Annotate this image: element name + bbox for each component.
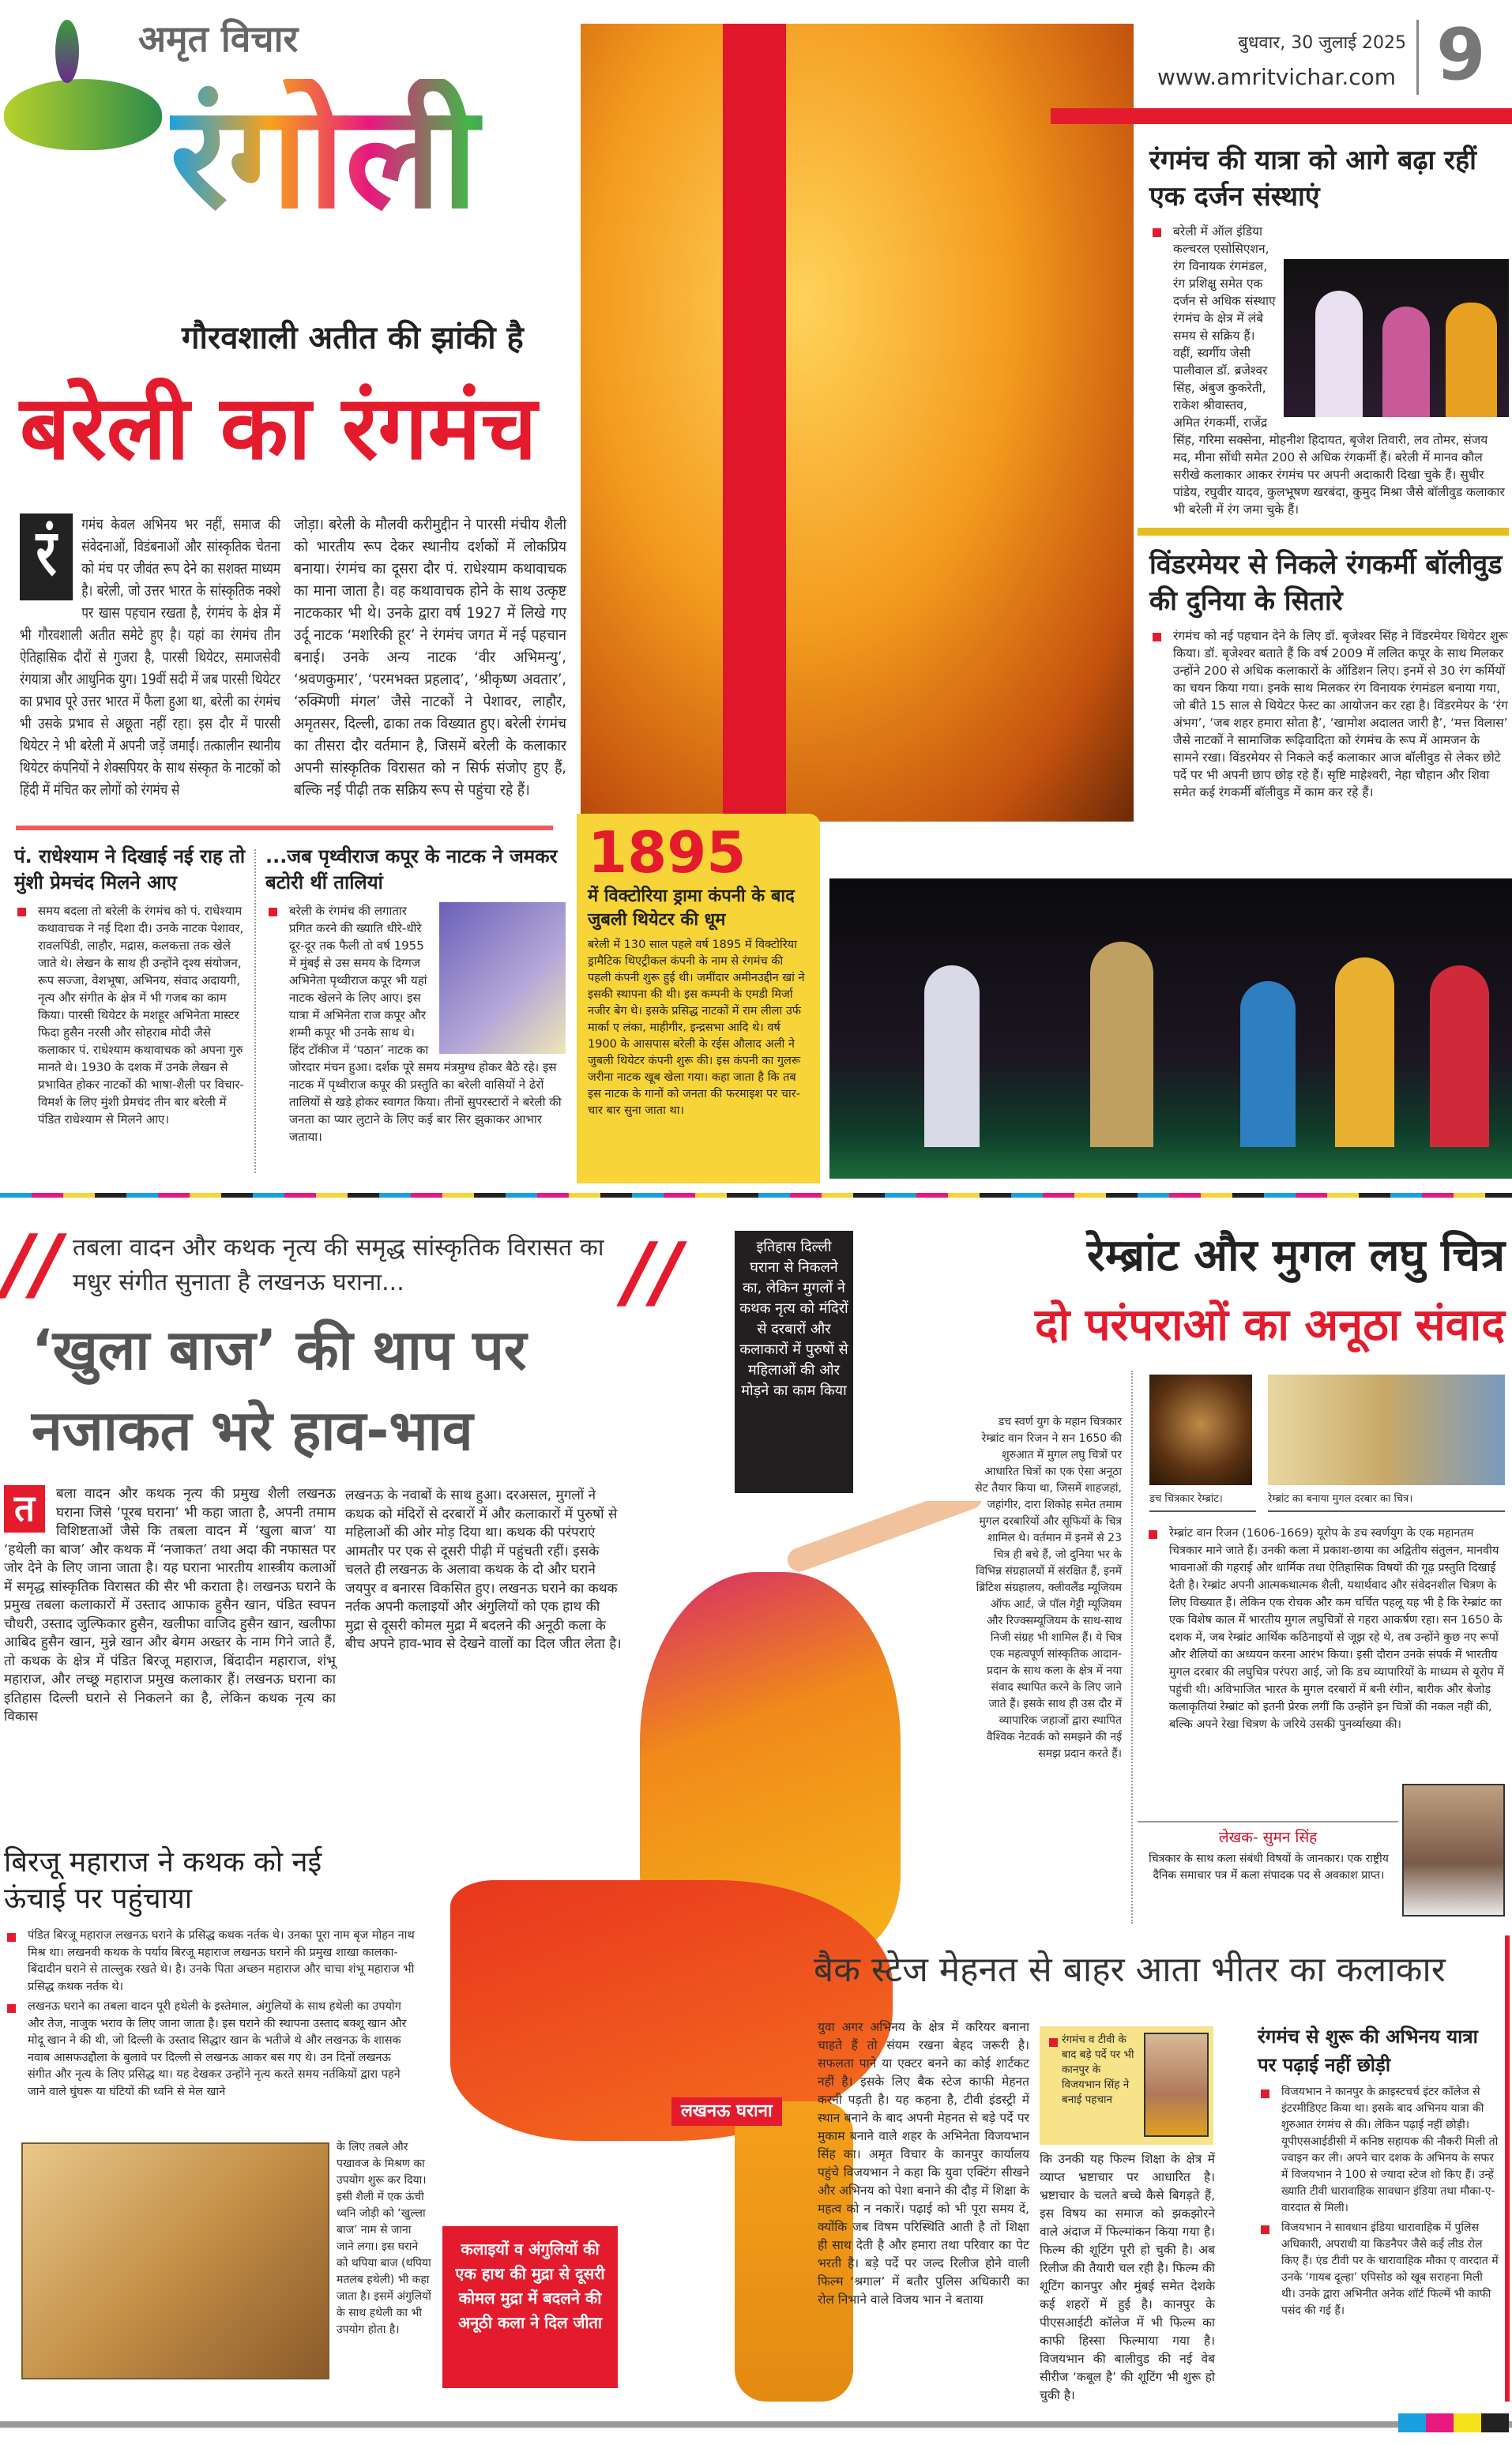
- image-label: लखनऊ घराना: [671, 2097, 782, 2126]
- feather-icon: [55, 20, 79, 83]
- highlight-text: रंगमंच व टीवी के बाद बड़े पर्दे पर भी कानपुर के विजयभान सिंह ने बनाई पहचान: [1046, 2033, 1141, 2108]
- lucknow-quote: तबला वादन और कथक नृत्य की समृद्ध सांस्कृतिक विरासत का मधुर संगीत सुनाता है लखनऊ घराना...: [73, 1234, 604, 1296]
- dotted-divider: [254, 849, 256, 1173]
- rembrandt-mughal-painting: [1268, 1375, 1505, 1485]
- page-number: 9: [1436, 13, 1486, 96]
- actor: [924, 965, 980, 1147]
- red-cloth: [723, 24, 786, 822]
- rembrandt-title-line-2: दो परंपराओं का अनूठा संवाद: [1034, 1300, 1505, 1351]
- backstage-col-1: युवा अगर अभिनय के क्षेत्र में करियर बनाना चाहते हैं तो संयम रखना बेहद जरूरी है। सफलता पाने या एक्टर बनने का कोई शार्टकट नहीं है। इसके लिए बैक स्टेज काफी मेहनत करनी पड़ती है। यह कहना है, टीवी इंडस्ट्री में स्थान बनाने के बाद अपनी मेहनत से बड़े पर्दे पर मुकाम बनाने वाले शहर के अभिनेता विजयभान सिंह का। अमृत विचार के कानपुर कार्यालय पहुंचे विजयभान ने कहा कि युवा एक्टिंग सीखने और अभिनय को पेशा बनाने की दौड़ में शिक्षा के महत्व को न नकारें। पढ़ाई को भी पूरा समय दें, क्योंकि जब विषम परिस्थिति आती है तो शिक्षा ही साथ देती है और हमारा तथा परिवार का पेट भरती है। बड़े पर्दे पर जल्द रिलीज होने वाली फिल्म ‘श्रगाल’ में बतौर पुलिस अधिकारी का रोल निभाने वाले विजय भान ने बताया: [818, 2020, 1029, 2307]
- red-rule: [1051, 108, 1512, 124]
- birju-bullet-1: पंडित बिरजू महाराज लखनऊ घराने के प्रसिद्ध कथक नर्तक थे। उनका पूरा नाम बृज मोहन नाथ मिश्र था। लखनवी कथक के पर्याय बिरजू महाराज लखनऊ घराने की प्रमुख शाखा कालका-बिंदादीन घराने से ताल्लुक रखते थे। है। उनके पिता अच्छन महाराज और चाचा शंभू महाराज भी प्रसिद्ध कथक नर्तक थे।: [4, 1928, 415, 1995]
- actor: [1240, 981, 1296, 1147]
- author-bio: चित्रकार के साथ कला संबंधी विषयों के जानकार। एक राष्ट्रीय दैनिक समाचार पत्र में कला संपादक पद से अवकाश प्राप्त।: [1149, 1853, 1389, 1882]
- windermere-text: रंगमंच को नई पहचान देने के लिए डॉ. बृजेश्वर सिंह ने विंडरमेयर थियेटर शुरू किया। डॉ. बृजेश्वर बताते हैं कि वर्ष 2009 में ललित कपूर के साथ मिलकर उन्होंने 200 से अधिक कलाकारों के ऑडिशन लिए। इनमें से 30 रंग कर्मियों का चयन किया गया। इनके साथ मिलकर रंग विनायक रंगमंडल बनाया गया, जो बीते 15 साल से थियेटर फेस्ट का आयोजन कर रहा है। विंडरमेयर के ‘रंग अंभग’, ‘जब शहर हमारा सोता है’, ‘खामोश अदालत जारी है’, ‘मत्त विलास’ जैसे नाटकों ने सामाजिक रूढ़िवादिता को रंगमंच के रूप में आमजन के सामने रखा। विंडरमेयर से निकले कई कलाकार आज बॉलीवुड से लेकर छोटे पर्दे पर भी अपनी छाप छोड़ रहे हैं। सृष्टि माहेश्वरी, नेहा चौहान और शिवा समेत कई रंगकर्मी बॉलीवुड में काम कर रहे हैं।: [1149, 627, 1509, 801]
- caption-painting: रेम्ब्रांट का बनाया मुगल दरबार का चित्र।: [1268, 1491, 1505, 1512]
- side-title: रंगमंच से शुरू की अभिनय यात्रा पर पढ़ाई नहीं छोड़ी: [1258, 2026, 1478, 2076]
- rembrandt-text: रेम्ब्रांट वान रिजन (1606-1669) यूरोप के डच स्वर्णयुग के एक महानतम चित्रकार माने जाते हैं। उनकी कला में प्रकाश-छाया का अद्वितीय संतुलन, मानवीय भावनाओं की गहराई और धार्मिक तथा ऐतिहासिक विषयों की गूढ़ प्रस्तुति दिखाई देती है। रेम्ब्रांट अपनी आत्मकथात्मक शैली, यथार्थवाद और संवेदनशील चित्रण के लिए विख्यात हैं। लेकिन एक रोचक और कम चर्चित पहलू यह भी है कि रेम्ब्रांट का एक विशेष काल में भारतीय मुगल लघुचित्रों से गहरा आकर्षण रहा। सन 1650 के दशक में, जब रेम्ब्रांट आर्थिक कठिनाइयों से जूझ रहे थे, तब उन्होंने कुछ नए रूपों और शैलियों का अध्ययन करना आरंभ किया। इसी दौरान उनके संपर्क में भारतीय मुगल दरबार की लघुचित्र परंपरा आई, जो कि डच व्यापारियों के माध्यम से यूरोप में पहुंची थी। अविभाजित भारत के मुगल दरबारों में बनी रंगीन, बारीक और बेजोड़ कलाकृतियां रेम्ब्रांट को इतनी प्रेरक लगीं कि उन्होंने इन चित्रों की नकल नहीं की, बल्कि अपने रेखा चित्रण के जरिये उसकी पुनर्व्याख्या की।: [1145, 1525, 1507, 1733]
- birju-bullets: [4, 1928, 415, 2101]
- website-link[interactable]: www.amritvichar.com: [1157, 64, 1397, 90]
- year-box-title: में विक्टोरिया ड्रामा कंपनी के बाद जुबली थियेटर की धूम: [588, 886, 795, 930]
- lucknow-title-line-1: ‘खुला बाज’ की थाप पर: [32, 1318, 527, 1382]
- actor: [1090, 942, 1153, 1147]
- author-name: लेखक- सुमन सिंह: [1218, 1829, 1318, 1846]
- rembrandt-title-line-1: रेम्ब्रांट और मुगल लघु चित्र: [1086, 1230, 1505, 1281]
- drop-cap: रं: [20, 513, 73, 600]
- actor: [1335, 957, 1394, 1147]
- institutions-text: [1149, 223, 1509, 518]
- quote-mark-icon: //: [4, 1217, 62, 1310]
- backstage-title: बैक स्टेज मेहनत से बाहर आता भीतर का कलाकार: [814, 1950, 1446, 1990]
- lead-title: बरेली का रंगमंच: [20, 377, 537, 480]
- rembrandt-portrait: [1149, 1375, 1252, 1485]
- lucknow-text-2: लखनऊ के नवाबों के साथ हुआ। दरअसल, मुगलों ने कथक को मंदिरों से दरबारों में और कलाकारों में पुरुषों से महिलाओं की ओर मोड़ दिया था। कथक की परंपराएं आमतौर पर एक से दूसरी पीढ़ी में पहुंचती रहीं। इसके चलते ही लखनऊ के अलावा कथक के दो और घराने जयपुर व बनारस विकसित हुए। लखनऊ घराने का कथक नर्तक अपनी कलाइयों और अंगुलियों को एक हाथ की मुद्रा से दूसरी कोमल मुद्रा में बदलने की अनूठी कला के बीच अपने हाव-भाव से देखने वालों का दिल जीत लेता है।: [345, 1488, 622, 1652]
- dotted-divider: [1131, 1371, 1133, 1924]
- stage-play-photo: [829, 878, 1512, 1179]
- caption-portrait: डच चित्रकार रेम्ब्रांट।: [1149, 1491, 1256, 1512]
- right-column-top: [1149, 142, 1509, 801]
- year-number: 1895: [588, 819, 747, 886]
- red-rule: [16, 826, 553, 830]
- drop-cap: त: [4, 1485, 45, 1533]
- lead-theatre-photo: [581, 24, 1134, 822]
- mask-logo-icon: [4, 79, 162, 150]
- author-rule: [1138, 1821, 1398, 1822]
- actor: [1446, 303, 1497, 417]
- windermere-title: विंडरमेयर से निकले रंगकर्मी बॉलीवुड की दुनिया के सितारे: [1149, 549, 1503, 617]
- issue-date: बुधवार, 30 जुलाई 2025: [1238, 33, 1406, 53]
- paper-name: अमृत विचार: [138, 17, 299, 60]
- radheshyam-story: [14, 844, 248, 1128]
- radheshyam-text: समय बदला तो बरेली के रंगमंच को पं. राधेश्याम कथावाचक ने नई दिशा दी। उनके नाटक पेशावर, रावलपिंडी, लाहौर, मद्रास, कलकत्ता तक खेले जाते थे। लेखन के साथ ही उन्होंने दृश्य संयोजन, रूप सज्जा, वेशभूषा, अभिनय, संवाद अदायगी, नृत्य और संगीत के क्षेत्र में भी गजब का काम किया। पारसी थियेटर के मशहूर अभिनेता मास्टर फिदा हुसैन नरसी और सोहराब मोदी जैसे कलाकार पं. राधेश्याम कथावाचक को अपना गुरु मानते थे। 1930 के दशक में उनके लेखन से प्रभावित होकर नाटकों की भाषा-शैली पर विचार-विमर्श के लिए मुंशी प्रेमचंद तीन बार बरेली में पंडित राधेश्याम से मिलने आए।: [14, 902, 248, 1128]
- prithviraj-body: बरेली के रंगमंच की लगातार प्रगित करने की ख्याति धीरे-धीरे दूर-दूर तक फैली तो वर्ष 1955 में मुंबई से उस समय के दिग्गज अभिनेता पृथ्वीराज कपूर भी यहां नाटक खेलने के लिए आए। इस यात्रा में अभिनेता राज कपूर और शम्मी कपूर भी उनके साथ थे। हिंद टॉकीज में ‘पठान’ नाटक का जोरदार मंचन हुआ। दर्शक पूरे समय मंत्रमुग्ध होकर बैठे रहे। इस नाटक में पृथ्वीराज कपूर की प्रस्तुति का बरेली वासियों ने ढेरों तालियों से खड़े होकर स्वागत किया। तीनों सुपरस्टारों ने बरेली की जनता का प्यार लुटाने के लिए कई बार सिर झुकाकर आभार जताया।: [289, 904, 562, 1144]
- year-box-text: बरेली में 130 साल पहले वर्ष 1895 में विक्टोरिया ड्रामैटिक थिएट्रीकल कंपनी के नाम से रंगमंच की पहली कंपनी शुरू हुई थी। जमींदार अमीनउद्दीन खां ने इसकी स्थापना की थी। इस कम्पनी के एमडी मिर्जा नजीर बेग थे। इसके प्रसिद्ध नाटकों में राम लीला उर्फ मार्का ए लंका, माहीगीर, इन्द्रसभा आदि थे। वर्ष 1900 के आसपास बरेली के रईस औलाद अली ने जुबली थियेटर कंपनी शुरू की। इस कंपनी का गुलरू जरीना नाटक खूब खेला गया। कहा जाता है कि तब इस नाटक के गानों को जनता की फरमाइश पर चार-चार बार सुना जाता था।: [588, 939, 805, 1117]
- actor: [1315, 291, 1363, 417]
- divider: [1416, 20, 1419, 95]
- section-divider: [0, 1193, 1512, 1198]
- actor: [1430, 965, 1489, 1147]
- dancer-arm: [784, 1501, 986, 1575]
- section-title: रंगोली: [170, 79, 569, 237]
- birju-continuation: के लिए तबले और पखावज के मिश्रण का उपयोग शुरू कर दिया। इसी शैली में एक ऊंची ध्वनि जोड़ी को ‘खुल्ला बाज’ नाम से जाना जाने लगा। इस घराने को थपिया बाज (थपिया मतलब हथेली) भी कहा जाता है। इसमें अंगुलियों के साथ हथेली का भी उपयोग होता है।: [337, 2141, 431, 2336]
- red-vertical-rule: [1505, 1935, 1510, 2402]
- radheshyam-title: पं. राधेश्याम ने दिखाई नई राह तो मुंशी प्रेमचंद मिलने आए: [14, 845, 246, 893]
- side-bullets: [1258, 2084, 1499, 2319]
- mughal-court-painting: [21, 2142, 329, 2379]
- prithviraj-story: [265, 844, 566, 1145]
- history-box: इतिहास दिल्ली घराना से निकलने का, लेकिन मुगलों ने कथक नृत्य को मंदिरों से दरबारों और कलाकारों में पुरुषों से महिलाओं की ओर मोड़ने का काम किया: [735, 1231, 853, 1493]
- lucknow-title-line-2: नजाकत भरे हाव-भाव: [32, 1398, 473, 1463]
- rembrandt-intro: डच स्वर्ण युग के महान चित्रकार रेम्ब्रांट वान रिजन ने सन 1650 की शुरुआत में मुगल लघु चित्रों पर आधारित चित्रों का एक ऐसा अनूठा सेट तैयार किया था, जिसमें शाहजहां, जहांगीर, दारा शिकोह समेत तमाम मुगल दरबारियों और सूफियों के चित्र शामिल थे। वर्तमान में इनमें से 23 चित्र ही बचे हैं, जो दुनिया भर के विभिन्न संग्रहालयों में संरक्षित हैं, इनमें ब्रिटिश संग्रहालय, क्लीवलैंड म्यूजियम ऑफ आर्ट, जे पॉल गेट्टी म्यूजियम और रिज्क्सम्यूजियम के साथ-साथ निजी संग्रह भी शामिल हैं। ये चित्र एक महत्वपूर्ण सांस्कृतिक आदान-प्रदान के साथ कला के क्षेत्र में नया संवाद स्थापित करने के लिए जाने जाते हैं। इसके साथ ही उस दौर में व्यापारिक जहाजों द्वारा स्थापित वैश्विक नेटवर्क को समझने की नई समझ प्रदान करते हैं।: [975, 1416, 1122, 1760]
- cmyk-marks: [1398, 2413, 1509, 2432]
- yellow-rule: [1138, 528, 1509, 536]
- lucknow-text-1: बला वादन और कथक नृत्य की प्रमुख शैली लखनऊ घराना जिसे ‘पूरब घराना’ भी कहा जाता है, अपनी तमाम विशिष्टताओं जैसे कि तबला वादन में ‘खुला बाज’ या ‘हथेली का बाज’ और कथक में ‘नजाकत’ तथा अदा की नफासत पर जोर देने के लिए जाना जाता है। यह घराना भारतीय शास्त्रीय कलाओं में समृद्ध सांस्कृतिक विरासत की सैर भी कराता है। लखनऊ घराने के प्रमुख तबला कलाकारों में उस्ताद आफाक हुसैन खान, पंडित स्वपन चौधरी, उस्ताद जुल्फिकार हुसैन, खलीफा वाजिद हुसैन खान, खलीफा आबिद हुसैन खान, मुन्ने खान और बेगम अख्तर के नाम गिने जाते हैं, तो कथक के क्षेत्र में पंडित बिरजू महाराज, बिंदादीन महाराज, शंभू महाराज, और लच्छू महाराज प्रमुख कलाकार हैं। लखनऊ घराना का इतिहास दिल्ली घराने से निकलने का है, लेकिन कथक नृत्य का विकास: [4, 1486, 336, 1725]
- side-bullet-2: विजयभान ने सावधान इंडिया धारावाहिक में पुलिस अधिकारी, अपराधी या किडनैपर जैसे कई लीड रोल किए हैं। एंड टीवी पर के धारावाहिक मौका ए वारदात में उनके ‘गायब दूल्हा’ एपिसोड को खूब सराहना मिली थी। उनके द्वारा अभिनीत अनेक शॉर्ट फिल्में भी काफी पसंद की गई हैं।: [1258, 2220, 1499, 2319]
- side-bullet-1: विजयभान ने कानपुर के क्राइस्टचर्च इंटर कॉलेज से इंटरमीडिएट किया था। इसके बाद अभिनय यात्रा की शुरुआत रंगमंच से की। लेकिन पढ़ाई नहीं छोड़ी। यूपीएसआईडीसी में कनिष्ठ सहायक की नौकरी मिली तो ज्वाइन कर ली। अपने चार दशक के अभिनय के सफर में विजयभान ने 100 से ज्यादा स्टेज शो किए हैं। उन्हें ख्याति टीवी धारावाहिक सावधान इंडिया तथा मौका-ए-वारदात से मिली।: [1258, 2084, 1499, 2217]
- folk-play-photo: [1284, 259, 1509, 417]
- side-column: [1258, 2022, 1499, 2319]
- footer-bar: [0, 2421, 1512, 2428]
- pull-quote: कलाइयों व अंगुलियों की एक हाथ की मुद्रा से दूसरी कोमल मुद्रा में बदलने की अनूठी कला ने दिल जीता: [442, 2226, 618, 2388]
- lead-kicker: गौरवशाली अतीत की झांकी है: [182, 320, 524, 356]
- author-photo: [1402, 1784, 1505, 1917]
- birju-bullet-2: लखनऊ घराने का तबला वादन पूरी हथेली के इस्तेमाल, अंगुलियों के साथ हथेली का उपयोग और तेज, नाजुक भराव के लिए जाना जाता है। इस घराने की स्थापना उस्ताद बक्शू खान और मोदू खान ने की थी, जो दिल्ली के उस्ताद सिद्धार खान के भतीजे थे और लखनऊ के शासक नवाब आसफउद्दौला के बुलावे पर दिल्ली से लखनऊ आकर बस गए थे। उन दिनों लखनऊ संगीत और नृत्य के लिए प्रसिद्ध था। यह देखकर उन्होंने नृत्य करते समय नर्तकियों द्वारा पहने जाने वाले घुंघरू या घंटियों की ध्वनि से मेल खाने: [4, 1999, 415, 2101]
- year-box: [577, 814, 820, 1183]
- lead-text-1: गमंच केवल अभिनय भर नहीं, समाज की संवेदनाओं, विडंबनाओं और सांस्कृतिक चेतना को मंच पर जीवंत रूप देने का सशक्त माध्यम है। बरेली, जो उत्तर भारत के सांस्कृतिक नक्शे पर खास पहचान रखता है, रंगमंच के क्षेत्र में भी गौरवशाली अतीत समेटे हुए है। यहां का रंगमंच तीन ऐतिहासिक दौरों से गुजरा है, पारसी थियेटर, समाजसेवी रंगयात्रा और आधुनिक युग। 19वीं सदी में जब पारसी थियेटर का प्रभाव पूरे उत्तर भारत में फैला हुआ था, बरेली का रंगमंच भी उसके प्रभाव से अछूता नहीं रहा। इस दौर में पारसी थियेटर ने भी बरेली में अपनी जड़ें जमाईं। तत्कालीन स्थानीय थियेटर कंपनियों ने शेक्सपियर के साथ संस्कृत के नाटकों को हिंदी में मंचित कर लोगों को रंगमंच से: [20, 516, 281, 799]
- birju-title: बिरजू महाराज ने कथक को नई ऊंचाई पर पहुंचाया: [4, 1846, 322, 1915]
- highlight-box: [1040, 2026, 1213, 2145]
- institutions-title: रंगमंच की यात्रा को आगे बढ़ा रहीं एक दर्जन संस्थाएं: [1149, 145, 1476, 213]
- lead-text-2: जोड़ा। बरेली के मौलवी करीमुद्दीन ने पारसी मंचीय शैली को भारतीय रूप देकर स्थानीय दर्शकों में लोकप्रिय बनाया। रंगमंच का दूसरा दौर पं. राधेश्याम कथावाचक का माना जाता है। वह कथावाचक होने के साथ उत्कृष्ट नाटककार भी थे। उनके द्वारा वर्ष 1927 में लिखे गए उर्दू नाटक ‘मशरिकी हूर’ ने रंगमंच जगत में नई पहचान बनाई। उनके अन्य नाटक ‘वीर अभिमन्यु’, ‘श्रवणकुमार’, ‘परमभक्त प्रहलाद’, ‘श्रीकृष्ण अवतार’, ‘रुक्मिणी मंगल’ जैसे नाटकों ने पेशावर, लाहौर, अमृतसर, दिल्ली, ढाका तक विख्यात हुए। बरेली रंगमंच का तीसरा दौर वर्तमान है, जिसमें बरेली के कलाकार अपनी सांस्कृतिक विरासत को न सिर्फ संजोए हुए हैं, बल्कि नई पीढ़ी तक सक्रिय रूप से पहुंचा रहे हैं।: [294, 516, 566, 799]
- prithviraj-text: [265, 902, 566, 1145]
- quote-mark-icon: //: [624, 1225, 683, 1318]
- institutions-body: बरेली में ऑल इंडिया कल्चरल एसोसिएशन, रंग विनायक रंगमंडल, रंग प्रशिक्षु समेत एक दर्जन से अधिक संस्थाए रंगमंच के क्षेत्र में लंबे समय से सक्रिय हैं। वहीं, स्वर्गीय जेसी पालीवाल डॉ. ब्रजेश्वर सिंह, अंबुज कुकरेती, राकेश श्रीवास्तव, अमित रंगकर्मी, राजेंद्र सिंह, गरिमा सक्सेना, मोहनीश हिदायत, बृजेश तिवारी, लव तोमर, संजय मद, मीना सोंधी समेत 200 से अधिक रंगकर्मी हैं। बरेली में मानव कौल सरीखे कलाकार आकर रंगमंच पर अपनी अदाकारी दिखा चुके हैं। सुधीर पांडेय, रघुवीर यादव, कुलभूषण खरबंदा, कुमुद मिश्रा जैसे बॉलीवुड कलाकार भी बरेली में रंग जमा चुके हैं।: [1173, 224, 1505, 517]
- lead-col-1: [20, 513, 280, 801]
- prithviraj-kapoor-photo: [439, 902, 566, 1054]
- prithviraj-title: ...जब पृथ्वीराज कपूर के नाटक ने जमकर बटोरी थीं तालियां: [265, 845, 558, 893]
- vijaybhan-photo: [1144, 2033, 1209, 2137]
- lucknow-col-1: [4, 1485, 336, 1727]
- actor: [1382, 307, 1430, 417]
- backstage-col-2: कि उनकी यह फिल्म शिक्षा के क्षेत्र में व्याप्त भ्रष्टाचार पर आधारित है। भ्रष्टाचार के चलते बच्चे कैसे बिगड़ते हैं, इस विषय का समाज को झकझोरने वाले अंदाज में फिल्मांकन किया गया है। फिल्म की शूटिंग पूरी हो चुकी है। अब रिलीज की तैयारी चल रही है। फिल्म की शूटिंग कानपुर और मुंबई समेत देशके कई शहरों में हुई है। कानपुर के पीएसआईटी कॉलेज में भी फिल्म का काफी हिस्सा फिल्माया गया है। विजयभान की बालीवुड की नई वेब सीरीज ‘कबूल है’ की शूटिंग भी शुरू हो चुकी है।: [1040, 2152, 1215, 2402]
